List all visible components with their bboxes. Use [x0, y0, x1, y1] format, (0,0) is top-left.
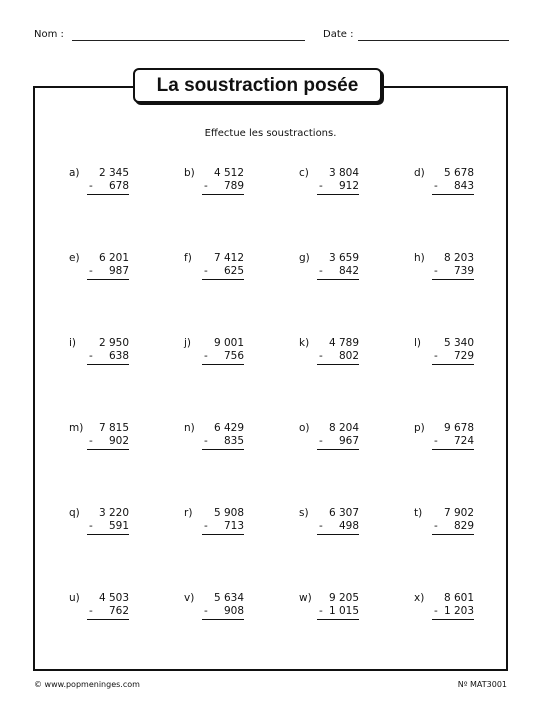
exercise-letter: i) [69, 337, 77, 349]
answer-line[interactable] [432, 279, 474, 280]
exercise-j [184, 337, 274, 379]
subtrahend: 842 [338, 265, 359, 277]
exercise-letter: n) [184, 422, 195, 434]
minuend: 6 307 [328, 507, 359, 519]
subtrahend: 591 [108, 520, 129, 532]
answer-line[interactable] [87, 194, 129, 195]
subtrahend: 739 [453, 265, 474, 277]
exercise-r [184, 507, 274, 549]
exercise-f [184, 252, 274, 294]
minus-sign: - [434, 520, 438, 532]
exercise-b [184, 167, 274, 209]
exercise-d [414, 167, 504, 209]
answer-line[interactable] [87, 534, 129, 535]
minus-sign: - [204, 435, 208, 447]
exercise-letter: k) [299, 337, 310, 349]
exercise-v [184, 592, 274, 634]
minuend: 7 412 [213, 252, 244, 264]
subtrahend: 902 [108, 435, 129, 447]
answer-line[interactable] [202, 619, 244, 620]
minus-sign: - [434, 265, 438, 277]
exercise-m [69, 422, 159, 464]
exercise-x [414, 592, 504, 634]
exercise-letter: c) [299, 167, 309, 179]
minus-sign: - [434, 435, 438, 447]
answer-line[interactable] [87, 279, 129, 280]
answer-line[interactable] [317, 364, 359, 365]
minuend: 8 203 [443, 252, 474, 264]
exercise-l [414, 337, 504, 379]
exercise-h [414, 252, 504, 294]
answer-line[interactable] [202, 534, 244, 535]
exercise-letter: p) [414, 422, 425, 434]
minuend: 3 659 [328, 252, 359, 264]
subtrahend: 713 [223, 520, 244, 532]
exercise-letter: s) [299, 507, 309, 519]
minuend: 5 908 [213, 507, 244, 519]
subtrahend: 802 [338, 350, 359, 362]
minus-sign: - [319, 520, 323, 532]
minuend: 6 429 [213, 422, 244, 434]
date-label: Date : [323, 29, 354, 40]
minus-sign: - [204, 265, 208, 277]
minuend: 3 804 [328, 167, 359, 179]
minuend: 5 634 [213, 592, 244, 604]
instruction: Effectue les soustractions. [204, 128, 337, 139]
exercise-letter: a) [69, 167, 80, 179]
minus-sign: - [319, 180, 323, 192]
subtrahend: 678 [108, 180, 129, 192]
date-field[interactable] [358, 40, 509, 41]
subtrahend: 762 [108, 605, 129, 617]
name-field[interactable] [72, 40, 305, 41]
minuend: 7 902 [443, 507, 474, 519]
minuend: 3 220 [98, 507, 129, 519]
subtrahend: 498 [338, 520, 359, 532]
exercise-letter: f) [184, 252, 192, 264]
page-title: La soustraction posée [156, 74, 359, 96]
minus-sign: - [204, 350, 208, 362]
minus-sign: - [89, 350, 93, 362]
answer-line[interactable] [87, 364, 129, 365]
minus-sign: - [204, 605, 208, 617]
subtrahend: 835 [223, 435, 244, 447]
exercise-i [69, 337, 159, 379]
subtrahend: 1 015 [328, 605, 359, 617]
exercise-letter: u) [69, 592, 80, 604]
subtrahend: 987 [108, 265, 129, 277]
exercise-letter: g) [299, 252, 310, 264]
minuend: 2 345 [98, 167, 129, 179]
exercise-t [414, 507, 504, 549]
minuend: 6 201 [98, 252, 129, 264]
minus-sign: - [319, 350, 323, 362]
exercise-w [299, 592, 389, 634]
subtrahend: 756 [223, 350, 244, 362]
exercise-letter: b) [184, 167, 195, 179]
minuend: 5 678 [443, 167, 474, 179]
answer-line[interactable] [317, 279, 359, 280]
exercise-letter: d) [414, 167, 425, 179]
exercise-letter: w) [299, 592, 312, 604]
exercise-a [69, 167, 159, 209]
exercise-letter: h) [414, 252, 425, 264]
subtrahend: 789 [223, 180, 244, 192]
minuend: 5 340 [443, 337, 474, 349]
exercise-p [414, 422, 504, 464]
answer-line[interactable] [317, 619, 359, 620]
minus-sign: - [89, 435, 93, 447]
subtrahend: 967 [338, 435, 359, 447]
minuend: 7 815 [98, 422, 129, 434]
answer-line[interactable] [432, 364, 474, 365]
minus-sign: - [89, 180, 93, 192]
subtrahend: 724 [453, 435, 474, 447]
minuend: 4 512 [213, 167, 244, 179]
subtrahend: 829 [453, 520, 474, 532]
minuend: 2 950 [98, 337, 129, 349]
subtrahend: 908 [223, 605, 244, 617]
minus-sign: - [319, 605, 323, 617]
answer-line[interactable] [87, 619, 129, 620]
subtrahend: 843 [453, 180, 474, 192]
exercise-q [69, 507, 159, 549]
exercise-letter: j) [184, 337, 192, 349]
exercise-letter: l) [414, 337, 422, 349]
minus-sign: - [319, 265, 323, 277]
minuend: 9 678 [443, 422, 474, 434]
exercise-letter: v) [184, 592, 195, 604]
answer-line[interactable] [202, 364, 244, 365]
subtrahend: 625 [223, 265, 244, 277]
minuend: 4 789 [328, 337, 359, 349]
subtrahend: 638 [108, 350, 129, 362]
exercise-letter: r) [184, 507, 193, 519]
exercise-letter: q) [69, 507, 80, 519]
exercise-n [184, 422, 274, 464]
minus-sign: - [434, 180, 438, 192]
answer-line[interactable] [432, 194, 474, 195]
minus-sign: - [89, 265, 93, 277]
exercise-k [299, 337, 389, 379]
answer-line[interactable] [317, 534, 359, 535]
minus-sign: - [89, 605, 93, 617]
answer-line[interactable] [432, 449, 474, 450]
subtrahend: 1 203 [443, 605, 474, 617]
exercise-letter: x) [414, 592, 425, 604]
subtrahend: 912 [338, 180, 359, 192]
answer-line[interactable] [87, 449, 129, 450]
exercise-e [69, 252, 159, 294]
minus-sign: - [204, 520, 208, 532]
minus-sign: - [434, 605, 438, 617]
exercise-letter: m) [69, 422, 84, 434]
answer-line[interactable] [432, 619, 474, 620]
minus-sign: - [319, 435, 323, 447]
answer-line[interactable] [202, 194, 244, 195]
exercise-u [69, 592, 159, 634]
exercise-g [299, 252, 389, 294]
subtrahend: 729 [453, 350, 474, 362]
answer-line[interactable] [317, 194, 359, 195]
minuend: 8 601 [443, 592, 474, 604]
minus-sign: - [204, 180, 208, 192]
minuend: 9 205 [328, 592, 359, 604]
exercise-letter: e) [69, 252, 80, 264]
minuend: 8 204 [328, 422, 359, 434]
exercise-letter: o) [299, 422, 310, 434]
footer-website: © www.popmeninges.com [34, 680, 140, 689]
exercise-c [299, 167, 389, 209]
answer-line[interactable] [202, 449, 244, 450]
minus-sign: - [434, 350, 438, 362]
exercise-s [299, 507, 389, 549]
exercise-letter: t) [414, 507, 423, 519]
minuend: 4 503 [98, 592, 129, 604]
answer-line[interactable] [317, 449, 359, 450]
answer-line[interactable] [432, 534, 474, 535]
answer-line[interactable] [202, 279, 244, 280]
exercise-o [299, 422, 389, 464]
title-box [133, 68, 382, 103]
minuend: 9 001 [213, 337, 244, 349]
name-label: Nom : [34, 29, 64, 40]
footer-code: Nº MAT3001 [457, 680, 507, 689]
minus-sign: - [89, 520, 93, 532]
